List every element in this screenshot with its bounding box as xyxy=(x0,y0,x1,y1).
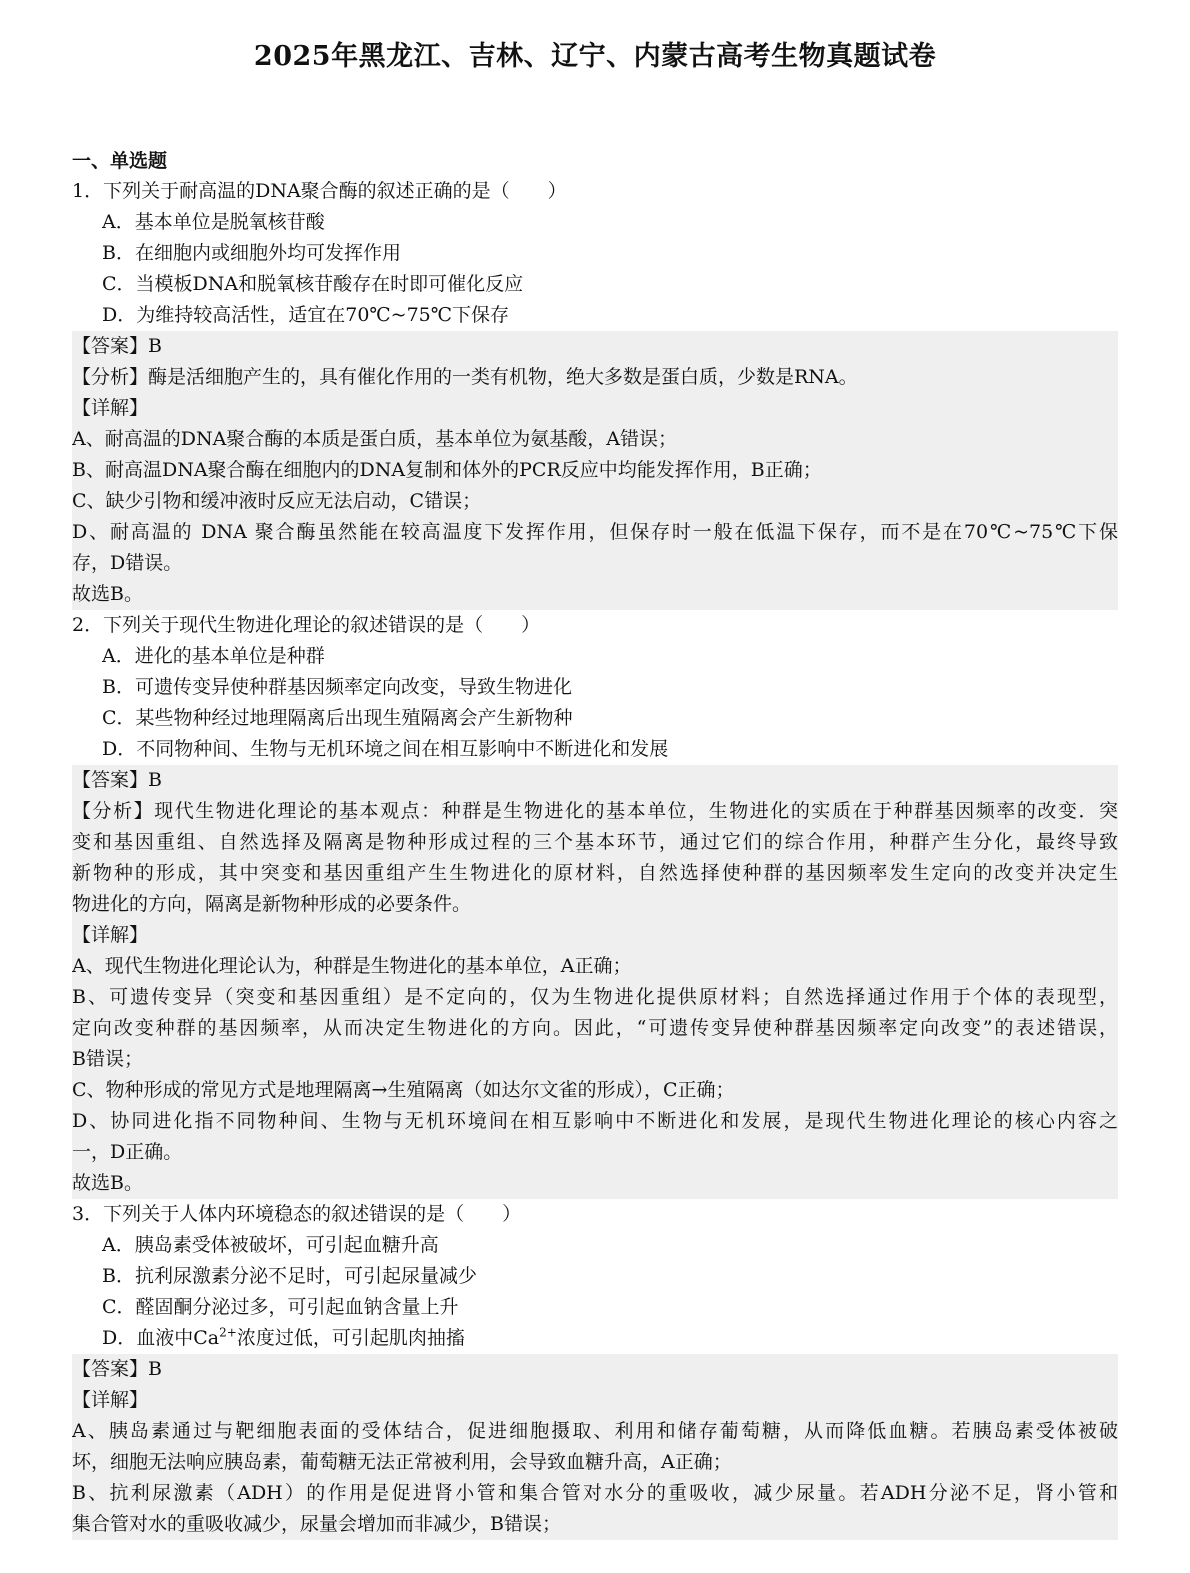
detail-line: A、胰岛素通过与靶细胞表面的受体结合，促进细胞摄取、利用和储存葡萄糖，从而降低血糖。若胰岛素受体被破 xyxy=(72,1420,1118,1442)
answer: 【答案】B xyxy=(72,1358,162,1380)
answer-block xyxy=(72,1354,1118,1540)
answer-block xyxy=(72,765,1118,1199)
analysis-line: 新物种的形成，其中突变和基因重组产生生物进化的原材料，自然选择使种群的基因频率发生定向的改变并决定生 xyxy=(72,862,1118,884)
ion-charge: 2+ xyxy=(219,1325,237,1340)
answer: 【答案】B xyxy=(72,335,162,357)
detail-line: 集合管对水的重吸收减少，尿量会增加而非减少，B错误； xyxy=(72,1513,561,1535)
detail-line: B错误； xyxy=(72,1048,143,1070)
detail-line: C、物种形成的常见方式是地理隔离→生殖隔离（如达尔文雀的形成），C正确； xyxy=(72,1079,735,1101)
question-1 xyxy=(72,176,1118,610)
detail-line: B、可遗传变异（突变和基因重组）是不定向的，仅为生物进化提供原材料；自然选择通过作用于个体的表现型， xyxy=(72,986,1118,1008)
option-a: A．基本单位是脱氧核苷酸 xyxy=(102,211,325,233)
detail-line: D、耐高温的 DNA 聚合酶虽然能在较高温度下发挥作用，但保存时一般在低温下保存，而不是在70℃~75℃下保 xyxy=(72,521,1118,543)
analysis-line: 【分析】现代生物进化理论的基本观点：种群是生物进化的基本单位，生物进化的实质在于种群基因频率的改变．突 xyxy=(72,800,1118,822)
section-heading: 一、单选题 xyxy=(72,150,168,172)
detail-line: A、现代生物进化理论认为，种群是生物进化的基本单位，A正确； xyxy=(72,955,632,977)
detail-line: C、缺少引物和缓冲液时反应无法启动，C错误； xyxy=(72,490,482,512)
exam-content xyxy=(72,146,1118,1540)
question-stem: 3．下列关于人体内环境稳态的叙述错误的是（ ） xyxy=(72,1203,522,1225)
detail-line: 坏，细胞无法响应胰岛素，葡萄糖无法正常被利用，会导致血糖升高，A正确； xyxy=(72,1451,732,1473)
detail-line: B、抗利尿激素（ADH）的作用是促进肾小管和集合管对水分的重吸收，减少尿量。若ADH分泌不足，肾小管和 xyxy=(72,1482,1118,1504)
detail-line: 存，D错误。 xyxy=(72,552,183,574)
analysis: 【分析】酶是活细胞产生的，具有催化作用的一类有机物，绝大多数是蛋白质，少数是RNA。 xyxy=(72,366,858,388)
option-d: D．为维持较高活性，适宜在70℃~75℃下保存 xyxy=(102,304,510,326)
detail-line: 定向改变种群的基因频率，从而决定生物进化的方向。因此，“可遗传变异使种群基因频率定向改变”的表述错误， xyxy=(72,1017,1118,1039)
detail-line: D、协同进化指不同物种间、生物与无机环境间在相互影响中不断进化和发展，是现代生物进化理论的核心内容之 xyxy=(72,1110,1118,1132)
detail-label: 【详解】 xyxy=(72,924,149,946)
detail-line: A、耐高温的DNA聚合酶的本质是蛋白质，基本单位为氨基酸，A错误； xyxy=(72,428,678,450)
option-d-prefix: D．血液中Ca xyxy=(102,1327,220,1349)
option-b: B．可遗传变异使种群基因频率定向改变，导致生物进化 xyxy=(102,676,572,698)
option-c: C．醛固酮分泌过多，可引起血钠含量上升 xyxy=(102,1296,459,1318)
detail-line: 一，D正确。 xyxy=(72,1141,183,1163)
answer: 【答案】B xyxy=(72,769,162,791)
page-title: 2025年黑龙江、吉林、辽宁、内蒙古高考生物真题试卷 xyxy=(253,41,937,72)
conclusion: 故选B。 xyxy=(72,583,143,605)
analysis-line: 变和基因重组、自然选择及隔离是物种形成过程的三个基本环节，通过它们的综合作用，种群产生分化，最终导致 xyxy=(72,831,1118,853)
option-d-suffix: 浓度过低，可引起肌肉抽搐 xyxy=(236,1327,465,1349)
option-d xyxy=(72,1323,1118,1354)
option-c: C．当模板DNA和脱氧核苷酸存在时即可催化反应 xyxy=(102,273,524,295)
detail-label: 【详解】 xyxy=(72,397,149,419)
option-d: D．不同物种间、生物与无机环境之间在相互影响中不断进化和发展 xyxy=(102,738,669,760)
question-2 xyxy=(72,610,1118,1199)
option-b: B．在细胞内或细胞外均可发挥作用 xyxy=(102,242,401,264)
question-3 xyxy=(72,1199,1118,1540)
detail-line: B、耐高温DNA聚合酶在细胞内的DNA复制和体外的PCR反应中均能发挥作用，B正确； xyxy=(72,459,822,481)
question-stem: 2．下列关于现代生物进化理论的叙述错误的是（ ） xyxy=(72,614,541,636)
detail-label: 【详解】 xyxy=(72,1389,149,1411)
option-c: C．某些物种经过地理隔离后出现生殖隔离会产生新物种 xyxy=(102,707,573,729)
question-stem: 1．下列关于耐高温的DNA聚合酶的叙述正确的是（ ） xyxy=(72,180,567,202)
answer-block xyxy=(72,331,1118,610)
option-a: A．进化的基本单位是种群 xyxy=(102,645,325,667)
option-b: B．抗利尿激素分泌不足时，可引起尿量减少 xyxy=(102,1265,477,1287)
conclusion: 故选B。 xyxy=(72,1172,143,1194)
option-a: A．胰岛素受体被破坏，可引起血糖升高 xyxy=(102,1234,439,1256)
analysis-line: 物进化的方向，隔离是新物种形成的必要条件。 xyxy=(72,893,472,915)
